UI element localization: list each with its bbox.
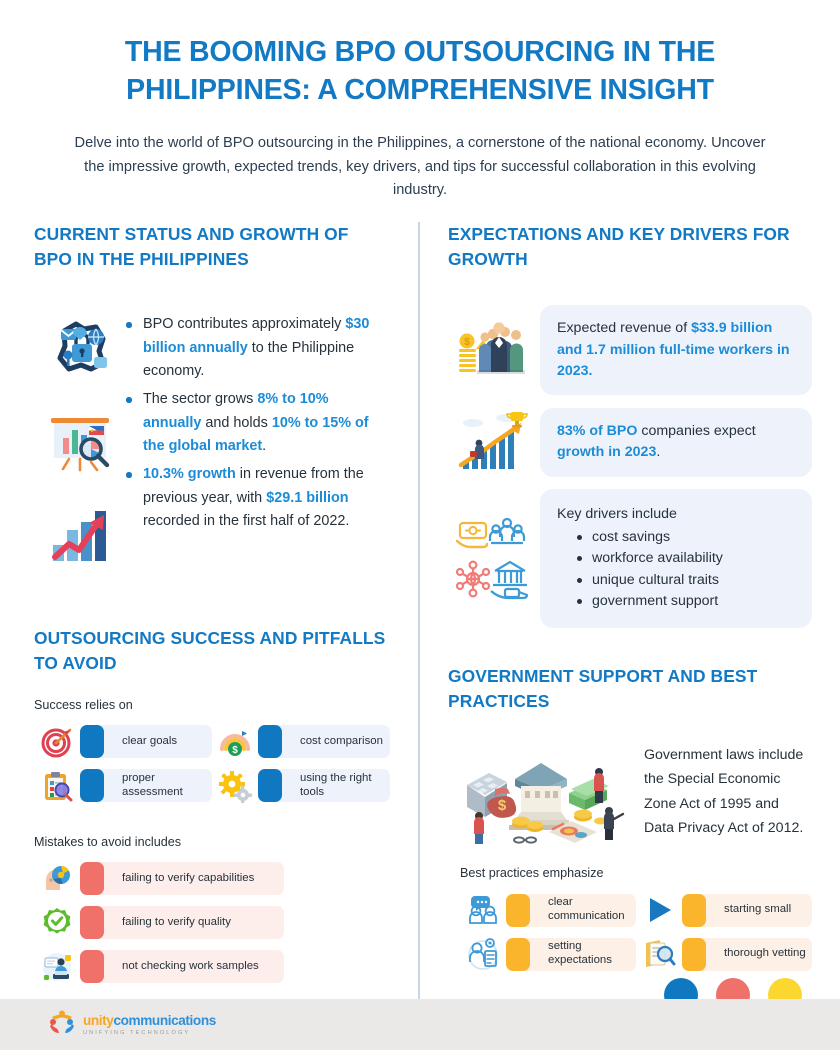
practice-item[interactable] — [636, 893, 812, 927]
logo-wordmark — [83, 1013, 216, 1028]
best-practices-label: Best practices emphasize — [460, 866, 604, 881]
bullet-text-plain: recorded in the first half of 2022. — [143, 513, 350, 530]
key-driver-item: unique cultural traits — [577, 570, 795, 592]
cash-hand-people-government-icon — [448, 513, 540, 605]
practice-item[interactable] — [636, 937, 812, 971]
left-column — [0, 222, 418, 994]
speech-bubbles-icon — [460, 893, 506, 927]
growth-bar-arrow-icon — [43, 497, 117, 576]
key-driver-item: government support — [577, 591, 795, 613]
expectation-card-row — [448, 305, 812, 395]
section-heading-expectations: EXPECTATIONS AND KEY DRIVERS FOR GROWTH — [448, 224, 790, 269]
svg-text:$: $ — [497, 797, 507, 815]
practice-pill[interactable] — [506, 938, 636, 971]
bullet-text-plain: . — [262, 438, 267, 455]
pill-tab — [258, 769, 282, 802]
mistake-pill-label: failing to verify capabilities — [122, 871, 255, 884]
mistake-item[interactable] — [34, 906, 284, 940]
play-triangle-icon — [636, 893, 682, 927]
key-drivers-intro: Key drivers include — [557, 506, 677, 523]
practice-pill[interactable] — [682, 938, 812, 971]
success-item[interactable] — [34, 769, 212, 803]
unity-people-logo-icon — [48, 1009, 76, 1040]
target-dart-icon — [34, 725, 80, 759]
document-magnifier-icon — [636, 937, 682, 971]
logo-word-unity: unity — [83, 1012, 114, 1028]
clipboard-magnifier-icon — [34, 769, 80, 803]
success-item[interactable] — [212, 769, 390, 803]
key-driver-item: cost savings — [577, 527, 795, 549]
bullet-text-plain: The sector grows — [143, 391, 258, 408]
outsourcing-section — [34, 626, 390, 993]
footer-band — [0, 999, 840, 1050]
logo-text — [83, 1013, 216, 1037]
key-drivers-card-row — [448, 489, 812, 628]
government-law-text: Government laws include the Special Economic Zone Act of 1995 and Data Privacy Act of 2012. — [644, 746, 804, 837]
pill-tab — [258, 725, 282, 758]
section-heading-government: GOVERNMENT SUPPORT AND BEST PRACTICES — [448, 665, 758, 711]
section-heading-outsourcing: OUTSOURCING SUCCESS AND PITFALLS TO AVOID — [34, 628, 386, 674]
content-columns — [0, 222, 840, 994]
pill-tab — [682, 894, 706, 927]
pill-tab — [682, 938, 706, 971]
card-text-plain: Expected revenue of — [557, 320, 692, 337]
success-pill-grid — [34, 725, 390, 813]
person-laptop-icon — [34, 950, 80, 984]
gears-icon — [212, 769, 258, 803]
mistake-pill-label: failing to verify quality — [122, 915, 231, 928]
bullet-text-highlight: 8% to 10% annually — [143, 391, 329, 431]
practice-pill[interactable] — [506, 894, 636, 927]
mistake-pill-label: not checking work samples — [122, 959, 259, 972]
growth-chart-trophy-icon — [448, 407, 540, 477]
bullet-item — [126, 388, 390, 458]
bullet-text-plain: and holds — [201, 414, 272, 431]
check-badge-icon — [34, 906, 80, 940]
money-stack-workforce-icon — [448, 315, 540, 385]
mistakes-pill-grid — [34, 862, 284, 994]
bullet-text-highlight: $30 billion annually — [143, 316, 370, 356]
success-pill[interactable] — [80, 769, 212, 802]
bullet-text-highlight: $29.1 billion — [266, 489, 349, 506]
current-status-icon-rail — [34, 311, 126, 590]
best-practices-pill-grid — [460, 893, 812, 981]
expectation-card — [540, 305, 812, 395]
pill-tab — [506, 894, 530, 927]
mistake-pill[interactable] — [80, 906, 284, 939]
card-text-plain: . — [656, 444, 661, 461]
dollar-gauge-icon — [212, 725, 258, 759]
bullet-text-highlight: 10% to 15% of the global market — [143, 414, 369, 455]
checklist-person-icon — [460, 937, 506, 971]
security-network-icon — [43, 311, 117, 390]
card-text-highlight: $33.9 billion and 1.7 million full-time workers in 2023. — [557, 320, 790, 379]
card-text-plain: companies expect — [637, 423, 756, 439]
expectations-cards — [448, 305, 812, 628]
success-pill-label: using the right tools — [300, 771, 372, 798]
pill-tab — [80, 906, 104, 939]
bullet-item — [126, 313, 390, 383]
logo-word-communications: communications — [113, 1012, 216, 1028]
key-drivers-list — [557, 527, 795, 613]
practice-pill[interactable] — [682, 894, 812, 927]
right-column — [418, 222, 840, 994]
success-item[interactable] — [34, 725, 212, 759]
card-text-highlight: 83% of BPO — [557, 423, 638, 439]
presentation-chart-philippines-icon — [43, 404, 117, 483]
success-relies-label: Success relies on — [34, 697, 133, 712]
bullet-item — [126, 463, 390, 533]
government-law-row — [448, 739, 812, 844]
key-driver-item: workforce availability — [577, 548, 795, 570]
key-drivers-card — [540, 489, 812, 628]
card-text-highlight: growth in 2023 — [557, 444, 657, 461]
current-status-bullets — [126, 311, 390, 590]
bullet-text-plain: in revenue from the previous year, with — [143, 466, 364, 506]
practice-pill-label: clear communication — [548, 896, 625, 923]
practice-item[interactable] — [460, 937, 636, 971]
page-title: THE BOOMING BPO OUTSOURCING IN THE PHILIPPINES: A COMPREHENSIVE INSIGHT — [124, 36, 716, 106]
success-pill-label: cost comparison — [300, 734, 383, 747]
success-pill-label: clear goals — [122, 734, 178, 747]
head-puzzle-icon — [34, 862, 80, 896]
government-section — [448, 664, 812, 981]
mistake-pill[interactable] — [80, 862, 284, 895]
current-status-block — [34, 311, 390, 590]
bullet-text-plain: to the Philippine economy. — [143, 339, 355, 380]
practice-item[interactable] — [460, 893, 636, 927]
header — [0, 0, 840, 203]
expectation-card — [540, 408, 812, 477]
bullet-text-plain: BPO contributes approximately — [143, 316, 346, 333]
logo-tagline: UNIFYING TECHNOLOGY — [83, 1029, 191, 1036]
svg-text:$: $ — [464, 337, 470, 349]
success-item[interactable] — [212, 725, 390, 759]
mistake-item[interactable] — [34, 950, 284, 984]
government-building-money-icon — [448, 739, 638, 844]
practice-pill-label: setting expectations — [548, 940, 612, 967]
svg-text:$: $ — [232, 744, 238, 756]
practice-pill-label: thorough vetting — [724, 947, 806, 960]
pill-tab — [80, 950, 104, 983]
success-pill-label: proper assessment — [122, 771, 183, 798]
mistake-pill[interactable] — [80, 950, 284, 983]
pill-tab — [506, 938, 530, 971]
brand-logo[interactable] — [48, 1009, 216, 1040]
success-pill[interactable] — [258, 769, 390, 802]
page-subtitle: Delve into the world of BPO outsourcing in the Philippines, a cornerstone of the national economy. Uncover the impressive growth, expected trends, key drivers, and tips for successful collaboration in this evolving industry. — [74, 134, 766, 199]
expectation-card-row — [448, 407, 812, 477]
pill-tab — [80, 725, 104, 758]
success-pill[interactable] — [80, 725, 212, 758]
section-heading-current-status: CURRENT STATUS AND GROWTH OF BPO IN THE PHILIPPINES — [34, 224, 349, 269]
mistake-item[interactable] — [34, 862, 284, 896]
pill-tab — [80, 769, 104, 802]
bullet-text-highlight: 10.3% growth — [143, 466, 236, 483]
practice-pill-label: starting small — [724, 903, 792, 916]
mistakes-label: Mistakes to avoid includes — [34, 834, 181, 849]
pill-tab — [80, 862, 104, 895]
success-pill[interactable] — [258, 725, 390, 758]
